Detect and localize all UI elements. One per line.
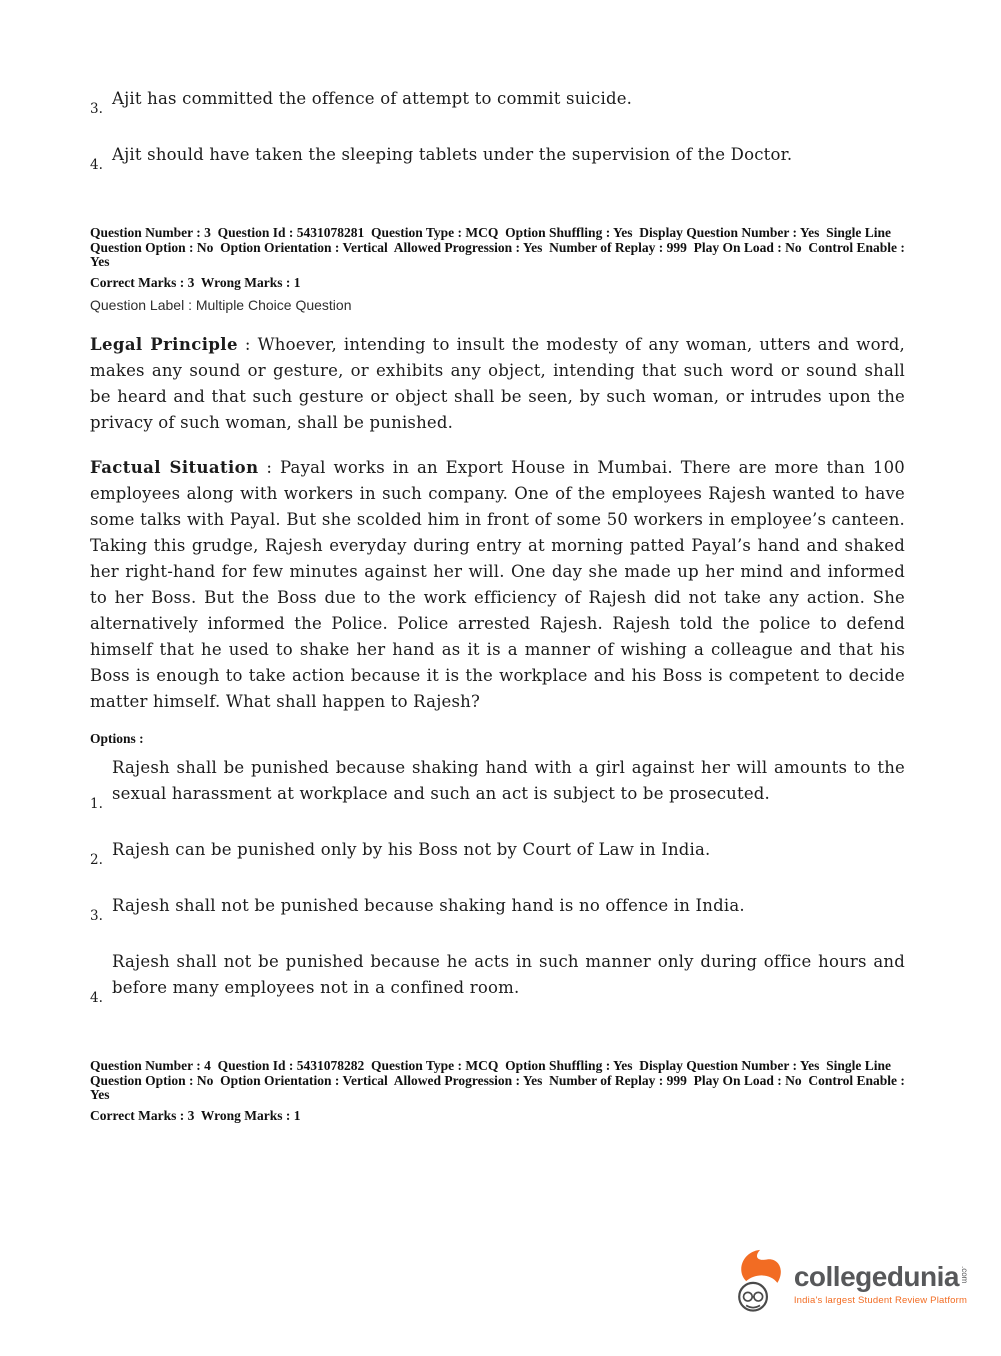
question3-option-1	[90, 755, 905, 812]
option-text: Rajesh shall be punished because shaking hand with a girl against her will amounts to the sexual harassment at workplace and such an act is subject to be prosecuted.	[112, 758, 905, 803]
question4-meta-block	[90, 1058, 908, 1123]
collegedunia-logo	[734, 1248, 969, 1320]
question4-meta-line: Question Number : 4 Question Id : 5431078282 Question Type : MCQ Option Shuffling : Yes Display Question Number : Yes Single Line Question Option : No Option Orientation : Vertical Allowed Progression : Yes Number of Replay : 999 Play On Load : No Control Enable : Yes	[90, 1058, 908, 1102]
question4-marks-line: Correct Marks : 3 Wrong Marks : 1	[90, 1107, 301, 1123]
collegedunia-mascot-icon	[734, 1248, 786, 1320]
factual-situation-paragraph	[90, 455, 905, 715]
options-label: Options :	[90, 731, 144, 746]
question3-option-3	[90, 893, 905, 924]
option-text: Ajit has committed the offence of attempt to commit suicide.	[112, 89, 633, 108]
prev-question-option-3	[90, 86, 905, 117]
option-number: 3.	[90, 908, 103, 924]
question3-option-4	[90, 949, 905, 1006]
factual-situation-text: : Payal works in an Export House in Mumbai. There are more than 100 employees along with workers in such company. One of the employees Rajesh wanted to have some talks with Payal. But she scolded him in front of some 50 workers in employee’s canteen. Taking this grudge, Rajesh everyday during entry at morning patted Payal’s hand and shaked her right-hand for few minutes against her will. One day she made up her mind and informed to her Boss. But the Boss due to the work efficiency of Rajesh did not take any action. She alternatively informed the Police. Police arrested Rajesh. Rajesh told the police to defend himself that he used to shake her hand as it is a manner of wishing a colleague and that his Boss is enough to take action because it is the workplace and his Boss is competent to decide matter himself. What shall happen to Rajesh?	[90, 458, 905, 711]
question3-meta-block	[90, 225, 908, 313]
option-text: Ajit should have taken the sleeping tablets under the supervision of the Doctor.	[112, 145, 793, 164]
legal-principle-text: : Whoever, intending to insult the modesty of any woman, utters and word, makes any sound or gesture, or exhibits any object, intending that such word or sound shall be heard and that such gesture or object shall be seen, by such woman, or intrudes upon the privacy of such woman, shall be punished.	[90, 335, 905, 432]
question3-label: Question Label : Multiple Choice Question	[90, 297, 352, 313]
question3-option-2	[90, 837, 905, 868]
brand-block	[794, 1262, 969, 1306]
question3-marks-line: Correct Marks : 3 Wrong Marks : 1	[90, 274, 301, 290]
question3-meta-line: Question Number : 3 Question Id : 5431078281 Question Type : MCQ Option Shuffling : Yes Display Question Number : Yes Single Line Question Option : No Option Orientation : Vertical Allowed Progression : Yes Number of Replay : 999 Play On Load : No Control Enable : Yes	[90, 225, 908, 269]
prev-question-option-4	[90, 142, 905, 173]
brand-suffix: .com	[960, 1266, 969, 1284]
option-number: 2.	[90, 852, 103, 868]
legal-principle-label: Legal Principle	[90, 335, 238, 354]
option-text: Rajesh can be punished only by his Boss not by Court of Law in India.	[112, 840, 711, 859]
option-number: 1.	[90, 796, 103, 812]
legal-principle-paragraph	[90, 332, 905, 436]
brand-row	[794, 1262, 969, 1292]
option-number: 4.	[90, 990, 103, 1006]
brand-text: collegedunia	[793, 1261, 959, 1292]
option-text: Rajesh shall not be punished because he acts in such manner only during office hours and before many employees not in a confined room.	[112, 952, 905, 997]
option-number: 4.	[90, 157, 103, 173]
option-number: 3.	[90, 101, 103, 117]
brand-tagline: India's largest Student Review Platform	[793, 1295, 968, 1306]
option-text: Rajesh shall not be punished because shaking hand is no offence in India.	[112, 896, 745, 915]
factual-situation-label: Factual Situation	[90, 458, 259, 477]
